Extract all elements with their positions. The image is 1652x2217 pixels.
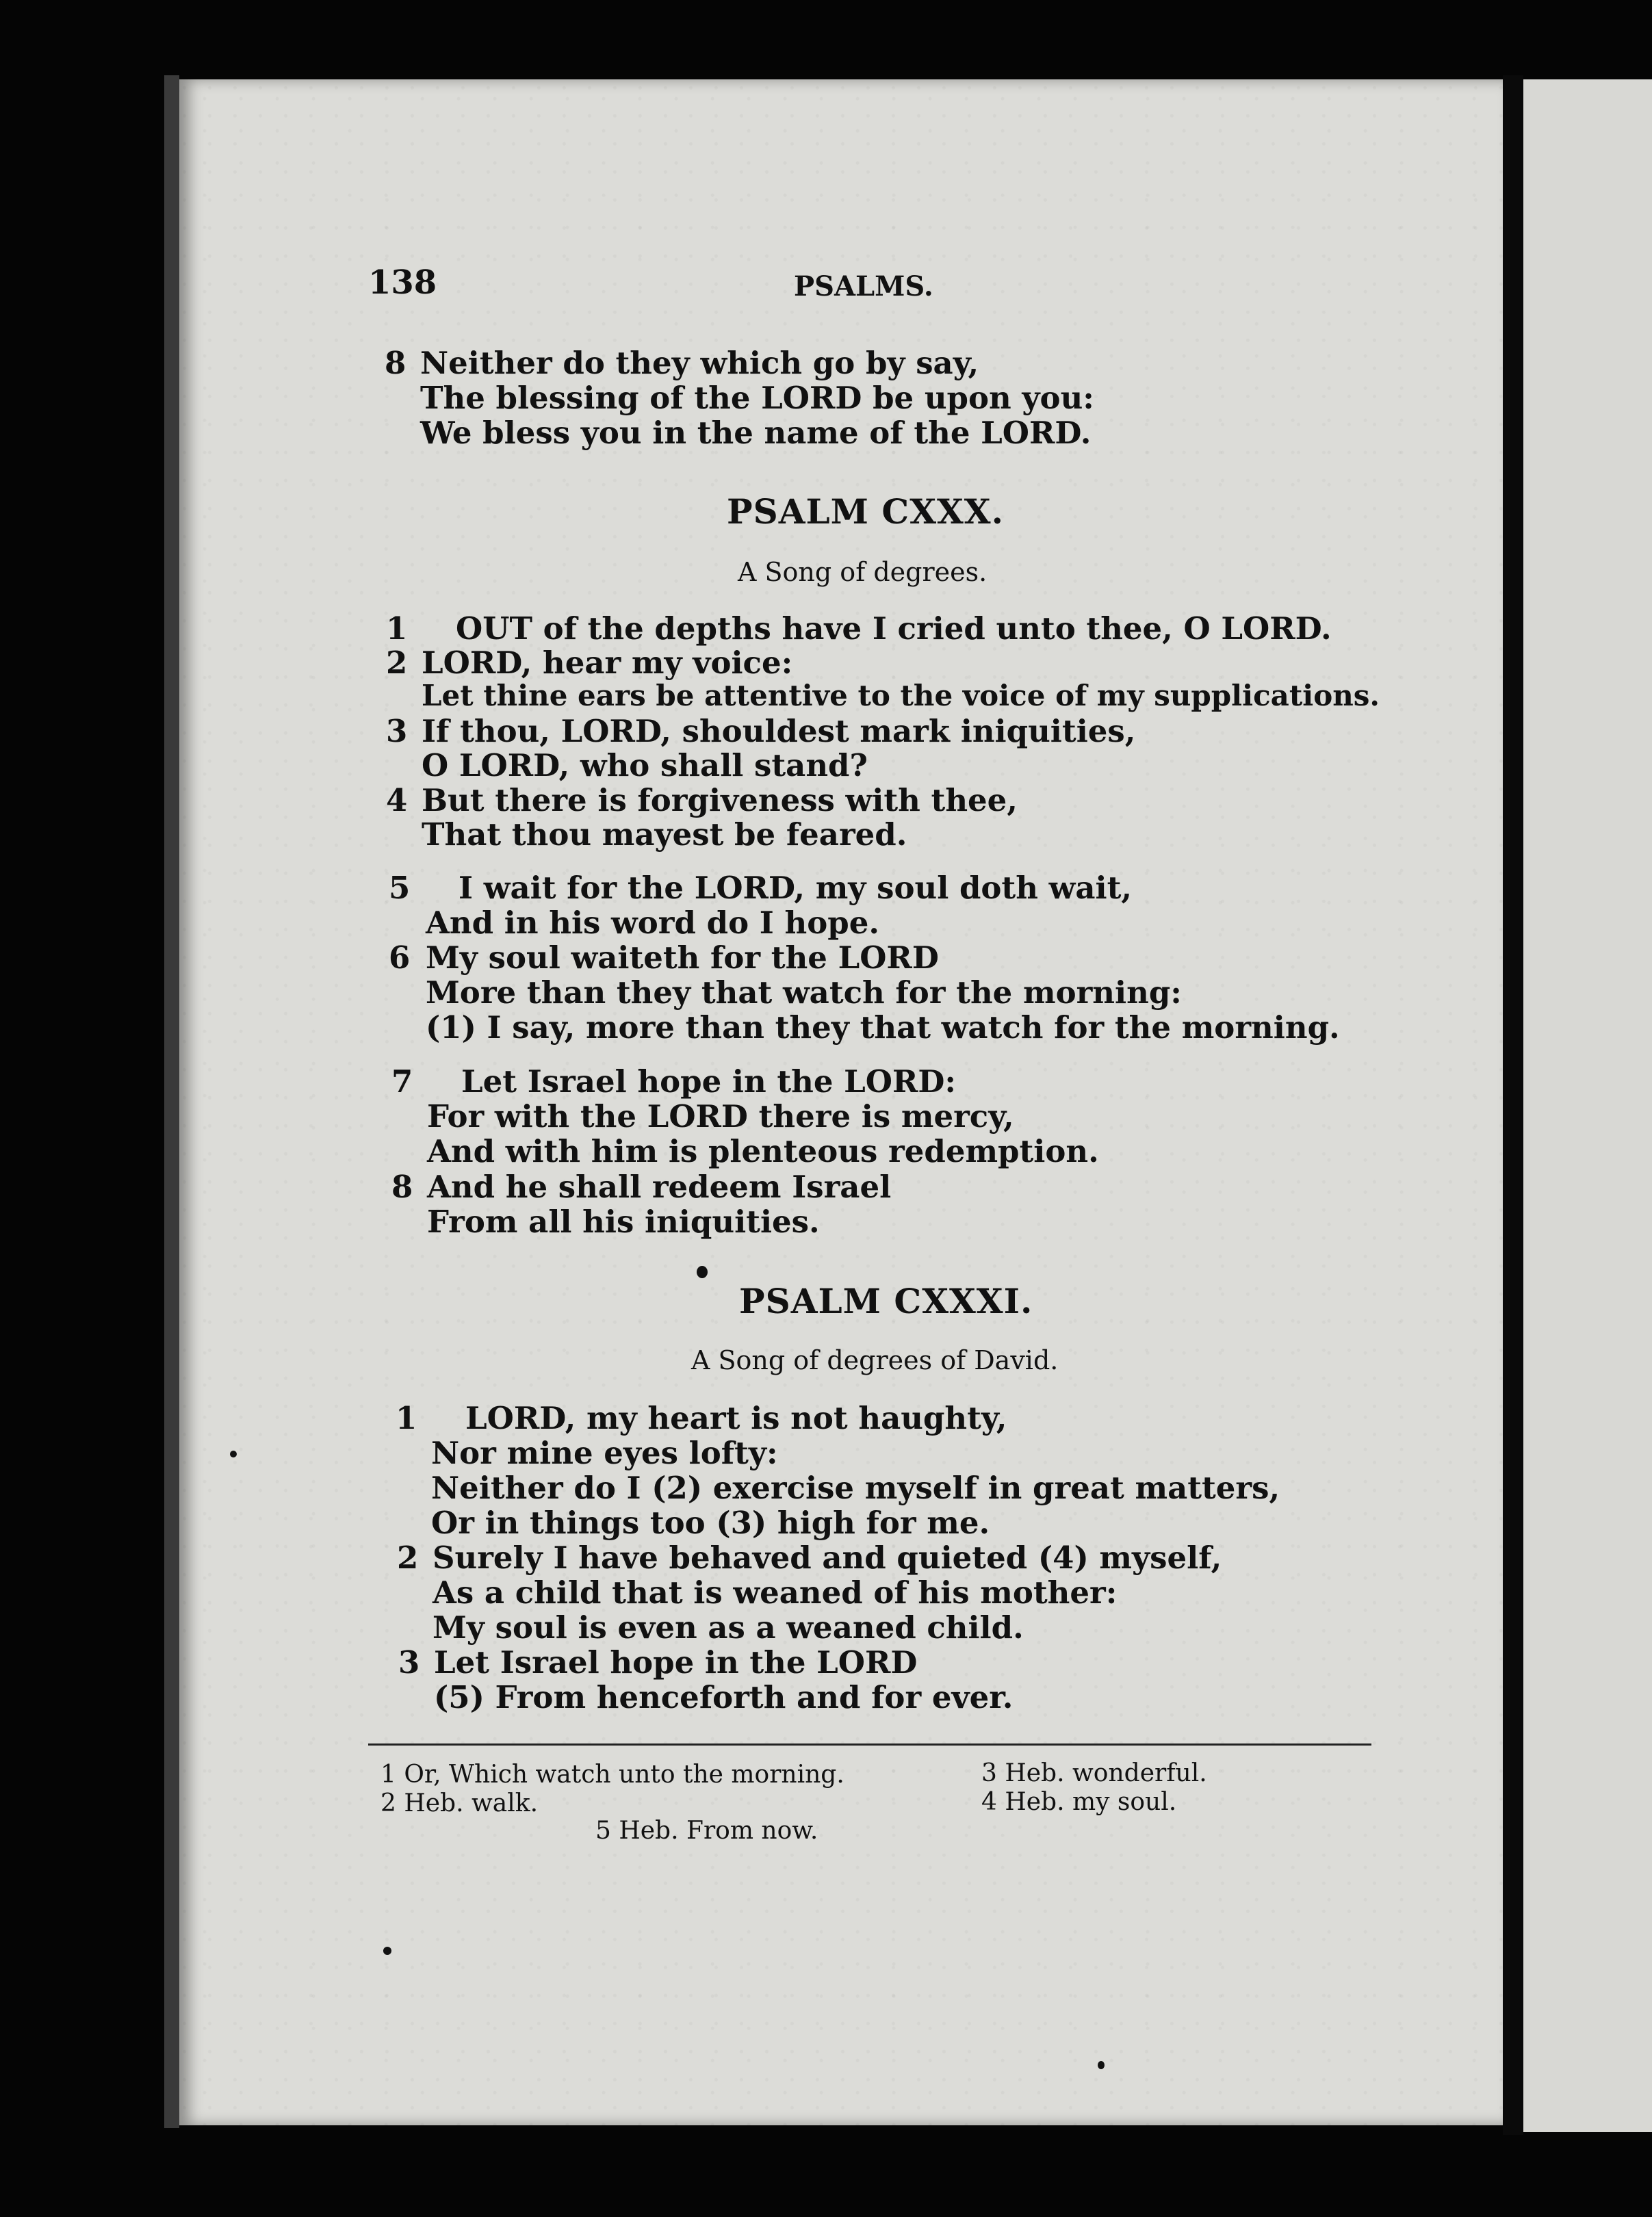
verse-line: As a child that is weaned of his mother: <box>433 1574 1118 1611</box>
verse-number: 1 <box>386 610 408 647</box>
footnote: 5 Heb. From now. <box>595 1817 818 1845</box>
verse-line: Neither do I (2) exercise myself in great matters, <box>431 1470 1280 1506</box>
verse-line: (1) I say, more than they that watch for the morning. <box>426 1009 1340 1046</box>
verse-line: And he shall redeem Israel <box>427 1169 892 1205</box>
verse-line: More than they that watch for the morning: <box>426 974 1182 1011</box>
page-number: 138 <box>368 263 437 302</box>
running-title: PSALMS. <box>794 270 933 302</box>
verse-line: Nor mine eyes lofty: <box>431 1435 778 1471</box>
facing-page-edge <box>1523 79 1652 2132</box>
ink-speck <box>383 1947 391 1955</box>
book-gutter <box>1503 75 1523 2135</box>
page-binding-edge <box>164 75 179 2128</box>
footnote: 3 Heb. wonderful. <box>981 1759 1207 1787</box>
verse-line: And in his word do I hope. <box>426 905 880 941</box>
ink-speck <box>1098 2061 1105 2069</box>
verse-number: 3 <box>386 713 408 749</box>
ink-speck <box>697 1266 708 1278</box>
verse-line: Let Israel hope in the LORD <box>434 1644 918 1681</box>
verse-line: That thou mayest be feared. <box>422 816 907 853</box>
verse-line: LORD, my heart is not haughty, <box>465 1400 1007 1436</box>
verse-number: 7 <box>391 1063 413 1100</box>
psalm-subtitle: A Song of degrees. <box>738 557 988 587</box>
verse-number: 3 <box>398 1644 420 1681</box>
verse-line: Let Israel hope in the LORD: <box>461 1063 957 1100</box>
verse-number: 8 <box>391 1169 413 1205</box>
footnote: 4 Heb. my soul. <box>981 1788 1177 1816</box>
verse-line: But there is forgiveness with thee, <box>422 782 1018 818</box>
verse-number: 2 <box>397 1540 419 1576</box>
verse-line: LORD, hear my voice: <box>422 645 793 681</box>
psalm-title: PSALM CXXXI. <box>739 1281 1033 1321</box>
psalm-title: PSALM CXXX. <box>727 491 1004 532</box>
verse-line: O LORD, who shall stand? <box>422 747 868 783</box>
verse-number: 5 <box>389 870 411 906</box>
verse-line: Neither do they which go by say, <box>420 345 979 381</box>
footnote: 1 Or, Which watch unto the morning. <box>380 1761 844 1789</box>
verse-number: 2 <box>386 645 408 681</box>
verse-line: (5) From henceforth and for ever. <box>434 1679 1014 1715</box>
verse-number: 6 <box>389 939 411 976</box>
verse-number: 4 <box>386 782 408 818</box>
psalm-subtitle: A Song of degrees of David. <box>691 1345 1059 1375</box>
verse-line: From all his iniquities. <box>427 1204 820 1240</box>
verse-line: If thou, LORD, shouldest mark iniquities, <box>422 713 1136 749</box>
ink-speck <box>230 1451 237 1457</box>
verse-line: I wait for the LORD, my soul doth wait, <box>459 870 1133 906</box>
verse-line: My soul waiteth for the LORD <box>426 939 939 976</box>
verse-line: Surely I have behaved and quieted (4) myself, <box>433 1540 1222 1576</box>
verse-number: 1 <box>396 1400 417 1436</box>
verse-line: Let thine ears be attentive to the voice of my supplications. <box>422 679 1380 712</box>
verse-line: We bless you in the name of the LORD. <box>420 415 1092 451</box>
verse-line: OUT of the depths have I cried unto thee, O LORD. <box>456 610 1332 647</box>
verse-line: My soul is even as a weaned child. <box>433 1609 1024 1646</box>
footnote-rule <box>368 1743 1371 1746</box>
verse-line: For with the LORD there is mercy, <box>427 1098 1014 1135</box>
verse-line: The blessing of the LORD be upon you: <box>420 380 1094 416</box>
verse-number: 8 <box>385 345 406 381</box>
verse-line: And with him is plenteous redemption. <box>427 1133 1099 1169</box>
footnote: 2 Heb. walk. <box>380 1789 539 1817</box>
verse-line: Or in things too (3) high for me. <box>431 1505 990 1541</box>
